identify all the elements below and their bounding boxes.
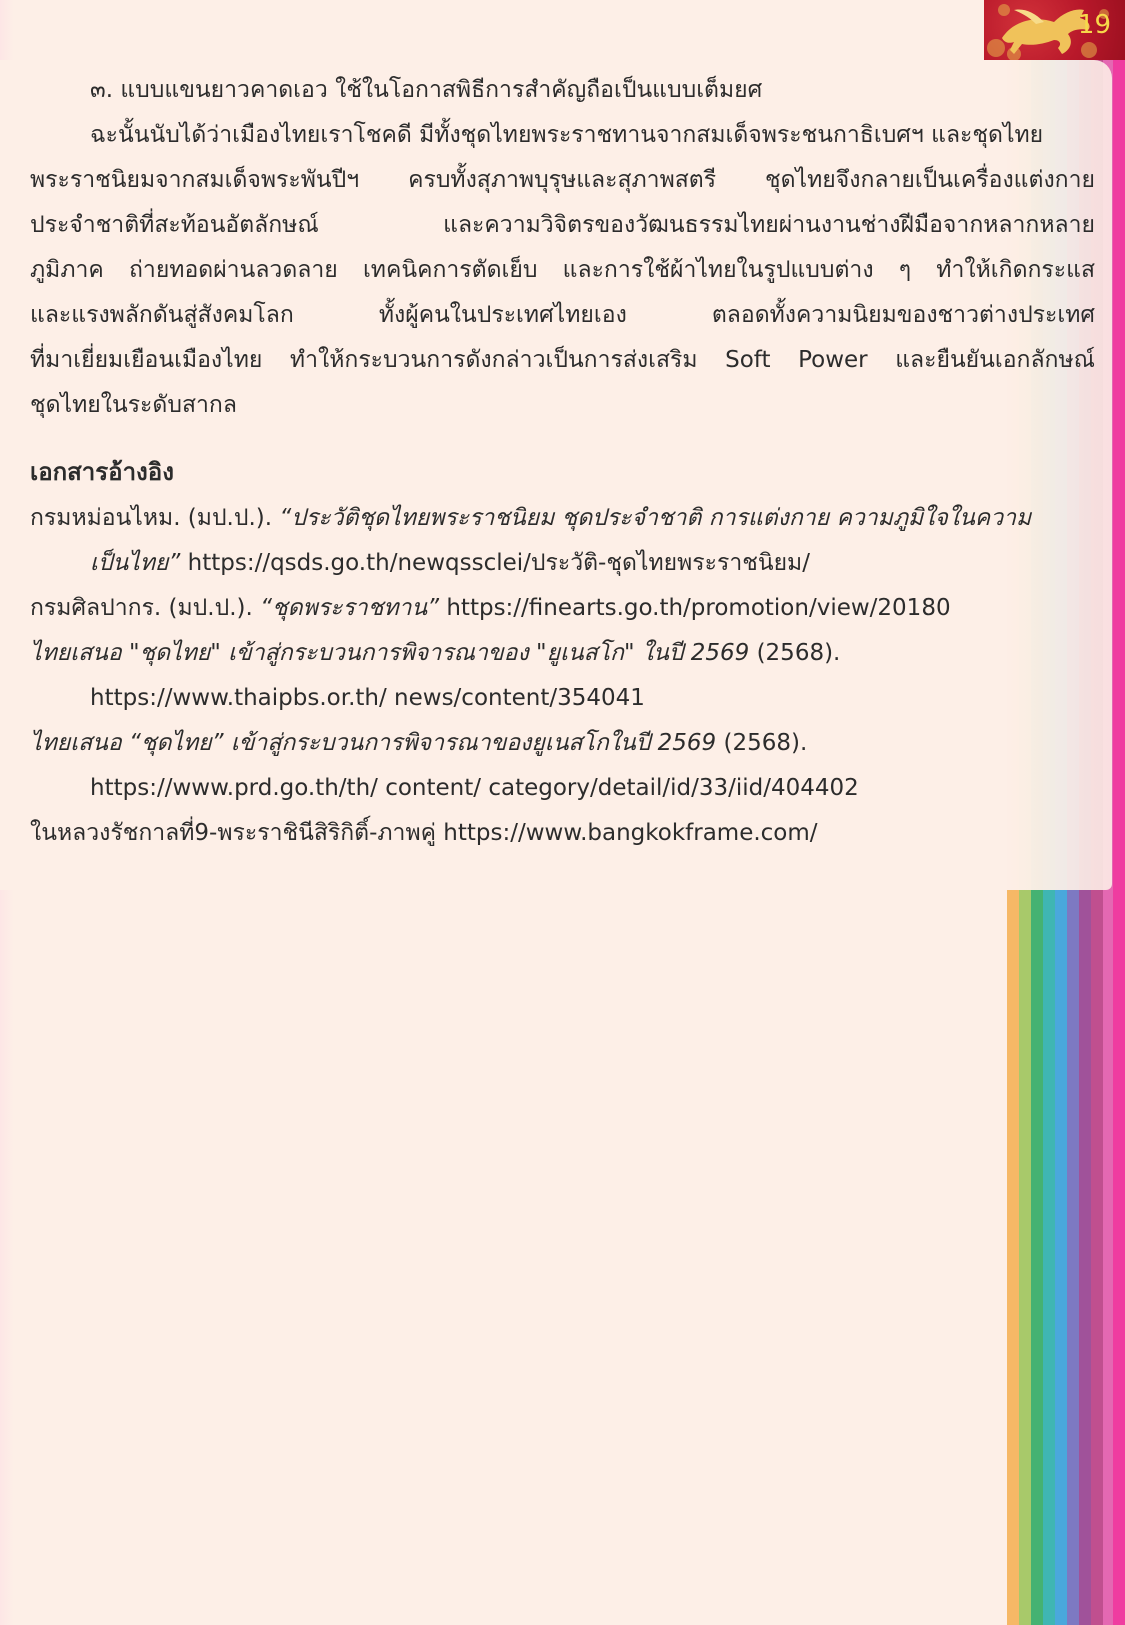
reference-entry: ในหลวงรัชกาลที่9-พระราชินีสิริกิติ์-ภาพคู่ https://www.bangkokframe.com/ [30,820,818,846]
reference-link[interactable]: https://qsds.go.th/newqssclei/ประวัติ-ชุดไทยพระราชนิยม/ [180,550,810,576]
reference-link[interactable]: https://www.prd.go.th/th/ content/ category/detail/id/33/iid/404402 [90,775,859,801]
reference-title: ไทยเสนอ “ชุดไทย” เข้าสู่กระบวนการพิจารณาของยูเนสโกในปี 2569 [30,730,717,756]
page-number: 19 [1077,10,1111,40]
reference-title: “ประวัติชุดไทยพระราชนิยม ชุดประจำชาติ การแต่งกาย ความภูมิใจในความ [279,505,1032,531]
reference-entry [30,721,1095,766]
reference-year: (2568). [749,640,841,666]
reference-author: กรมศิลปากร. (มป.ป.). [30,595,261,621]
reference-entry [30,586,1095,631]
body-line: ภูมิภาค ถ่ายทอดผ่านลวดลาย เทคนิคการตัดเย็บ และการใช้ผ้าไทยในรูปแบบต่าง ๆ ทำให้เกิดกระแส [30,257,1095,283]
reference-entry [30,631,1095,676]
body-line: ที่มาเยี่ยมเยือนเมืองไทย ทำให้กระบวนการดังกล่าวเป็นการส่งเสริม Soft Power และยืนยันเอกลักษณ์ [30,347,1095,373]
body-line: พระราชนิยมจากสมเด็จพระพันปีฯ ครบทั้งสุภาพบุรุษและสุภาพสตรี ชุดไทยจึงกลายเป็นเครื่องแต่งกาย [30,167,1095,193]
page-number-badge [984,0,1125,60]
body-line: และแรงพลักดันสู่สังคมโลก ทั้งผู้คนในประเทศไทยเอง ตลอดทั้งความนิยมของชาวต่างประเทศ [30,302,1095,328]
body-line: ฉะนั้นนับได้ว่าเมืองไทยเราโชคดี มีทั้งชุดไทยพระราชทานจากสมเด็จพระชนกาธิเบศฯ และชุดไทย [90,122,1044,148]
body-line: ชุดไทยในระดับสากล [30,392,237,418]
reference-entry [30,496,1095,541]
references-heading: เอกสารอ้างอิง [30,458,174,486]
reference-link[interactable]: https://finearts.go.th/promotion/view/20180 [439,595,951,621]
reference-title: ไทยเสนอ "ชุดไทย" เข้าสู่กระบวนการพิจารณาของ "ยูเนสโก" ในปี 2569 [30,640,750,666]
body-line: ประจำชาติที่สะท้อนอัตลักษณ์ และความวิจิตรของวัฒนธรรมไทยผ่านงานช่างฝีมือจากหลากหลาย [30,212,1095,238]
body-line: ๓. แบบแขนยาวคาดเอว ใช้ในโอกาสพิธีการสำคัญถือเป็นแบบเต็มยศ [90,77,763,103]
reference-year: (2568). [716,730,808,756]
reference-link[interactable]: https://www.thaipbs.or.th/ news/content/354041 [90,685,645,711]
reference-title: “ชุดพระราชทาน” [260,595,440,621]
reference-title: เป็นไทย” [90,550,181,576]
reference-entry-cont [30,541,1095,586]
document-body [30,68,1095,856]
reference-author: กรมหม่อนไหม. (มป.ป.). [30,505,280,531]
